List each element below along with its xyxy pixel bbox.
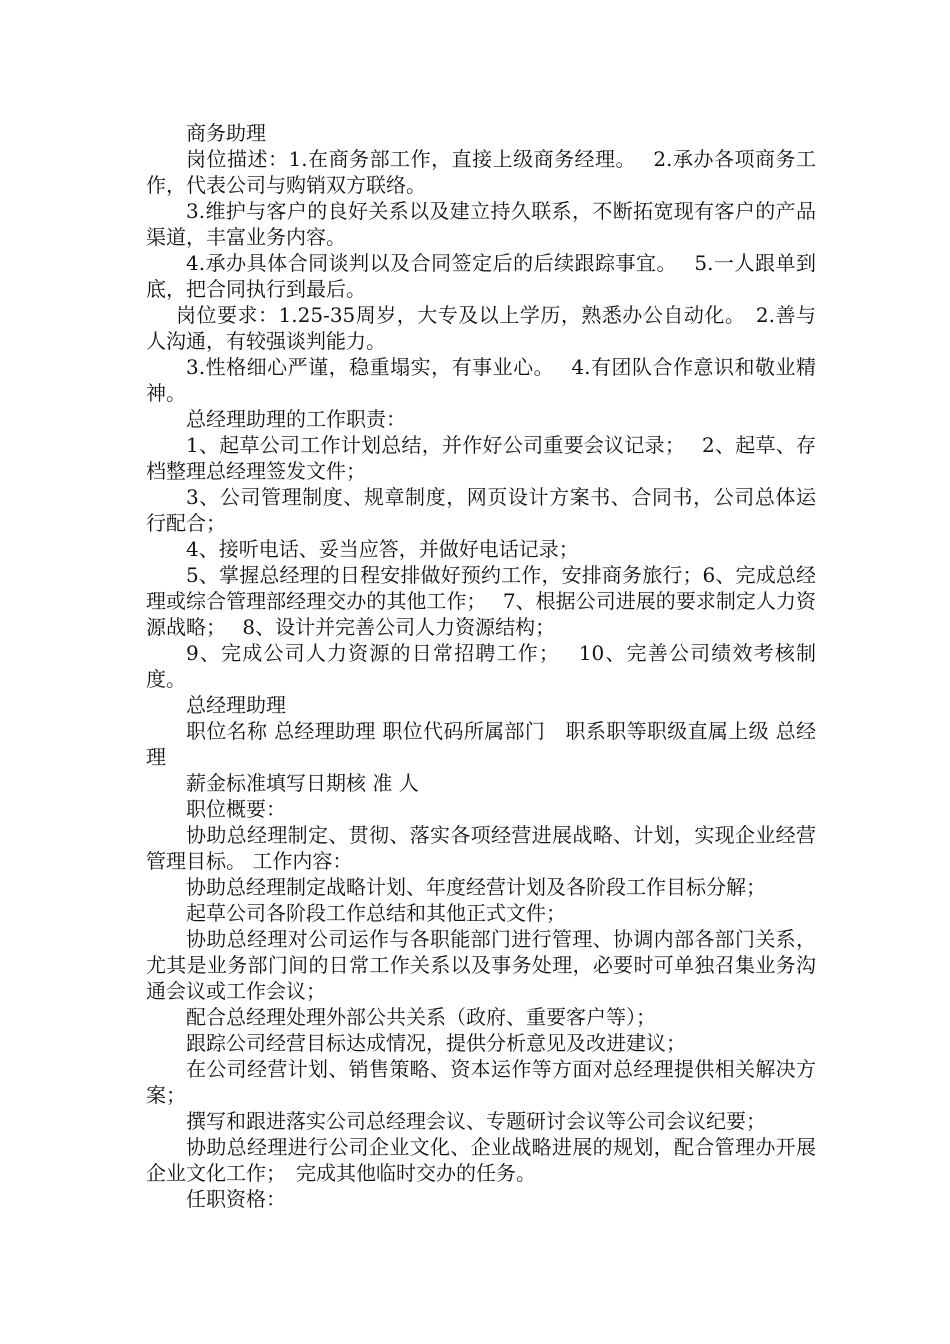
paragraph: 1、起草公司工作计划总结，并作好公司重要会议记录； 2、起草、存档整理总经理签发文件；	[146, 433, 816, 483]
paragraph: 协助总经理制定战略计划、年度经营计划及各阶段工作目标分解；	[186, 875, 766, 899]
section-title-gm-assistant-duties: 总经理助理的工作职责：	[186, 407, 406, 431]
paragraph: 3.维护与客户的良好关系以及建立持久联系，不断拓宽现有客户的产品渠道，丰富业务内容。	[146, 199, 816, 249]
paragraph: 在公司经营计划、销售策略、资本运作等方面对总经理提供相关解决方案；	[146, 1057, 816, 1107]
paragraph: 协助总经理进行公司企业文化、企业战略进展的规划，配合管理办开展企业文化工作； 完成其他临时交办的任务。	[146, 1135, 816, 1185]
paragraph: 3.性格细心严谨，稳重塌实，有事业心。 4.有团队合作意识和敬业精神。	[146, 355, 816, 405]
paragraph: 薪金标准填写日期核 准 人	[186, 771, 419, 795]
paragraph: 配合总经理处理外部公共关系（政府、重要客户等）；	[186, 1005, 656, 1029]
paragraph: 5、掌握总经理的日程安排做好预约工作，安排商务旅行；6、完成总经理或综合管理部经理交办的其他工作； 7、根据公司进展的要求制定人力资源战略； 8、设计并完善公司人力资源结构；	[146, 563, 816, 639]
paragraph: 职位概要：	[186, 797, 286, 821]
paragraph: 起草公司各阶段工作总结和其他正式文件；	[186, 901, 566, 925]
paragraph: 9、完成公司人力资源的日常招聘工作； 10、完善公司绩效考核制度。	[146, 641, 816, 691]
section-title-business-assistant: 商务助理	[186, 121, 266, 145]
paragraph: 任职资格：	[186, 1187, 286, 1211]
paragraph: 协助总经理对公司运作与各职能部门进行管理、协调内部各部门关系，尤其是业务部门间的日常工作关系以及事务处理，必要时可单独召集业务沟通会议或工作会议；	[146, 927, 816, 1003]
section-title-gm-assistant: 总经理助理	[186, 693, 286, 717]
paragraph: 职位名称 总经理助理 职位代码所属部门 职系职等职级直属上级 总经理	[146, 719, 816, 769]
paragraph: 岗位描述：1.在商务部工作，直接上级商务经理。 2.承办各项商务工作，代表公司与购销双方联络。	[146, 147, 816, 197]
document-body	[146, 120, 816, 1212]
paragraph: 3、公司管理制度、规章制度，网页设计方案书、合同书，公司总体运行配合；	[146, 485, 816, 535]
paragraph: 岗位要求：1.25-35周岁，大专及以上学历，熟悉办公自动化。 2.善与人沟通，有较强谈判能力。	[146, 303, 816, 353]
paragraph: 4、接听电话、妥当应答，并做好电话记录；	[186, 537, 579, 561]
paragraph: 4.承办具体合同谈判以及合同签定后的后续跟踪事宜。 5.一人跟单到底，把合同执行到最后。	[146, 251, 816, 301]
paragraph: 跟踪公司经营目标达成情况，提供分析意见及改进建议；	[186, 1031, 686, 1055]
paragraph: 撰写和跟进落实公司总经理会议、专题研讨会议等公司会议纪要；	[186, 1109, 766, 1133]
paragraph: 协助总经理制定、贯彻、落实各项经营进展战略、计划，实现企业经营管理目标。 工作内容：	[146, 823, 816, 873]
